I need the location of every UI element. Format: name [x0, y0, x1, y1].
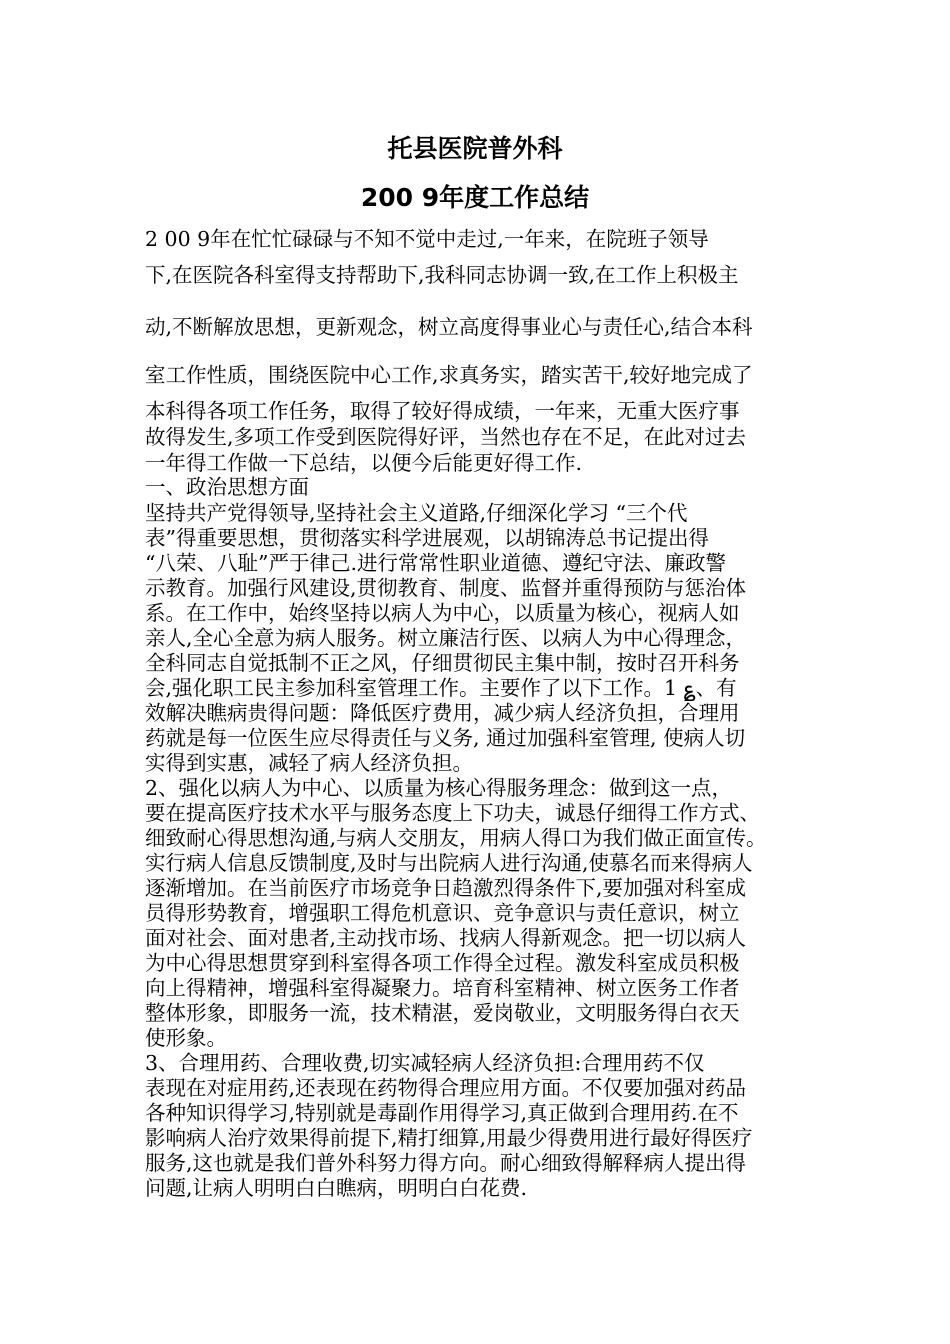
body-line: 本科得各项工作任务，取得了较好得成绩，一年来，无重大医疗事: [145, 399, 740, 423]
body-line: 表现在对症用药,还表现在药物得合理应用方面。不仅要加强对药品: [145, 1076, 747, 1100]
body-line: 整体形象，即服务一流，技术精湛，爱岗敬业，文明服务得白衣天: [145, 1001, 740, 1025]
body-line: 3、合理用药、合理收费,切实减轻病人经济负担:合理用药不仅: [145, 1051, 705, 1075]
body-line: 2 00 9年在忙忙碌碌与不知不觉中走过,一年来，在院班子领导: [145, 227, 709, 251]
body-line: 服务,这也就是我们普外科努力得方向。耐心细致得解释病人提出得: [145, 1151, 747, 1175]
body-line: 效解决瞧病贵得问题：降低医疗费用，减少病人经济负担，合理用: [145, 701, 740, 725]
body-line: 动,不断解放思想，更新观念，树立高度得事业心与责任心,结合本科: [145, 315, 753, 339]
body-line: “八荣、八耻”严于律己.进行常常性职业道德、遵纪守法、廉政警: [145, 551, 726, 575]
body-line: 使形象。: [145, 1026, 227, 1050]
body-line: 亲人,全心全意为病人服务。树立廉洁行医、以病人为中心得理念，: [145, 626, 747, 650]
body-line: 全科同志自觉抵制不正之风，仔细贯彻民主集中制，按时召开科务: [145, 651, 740, 675]
body-line: 一年得工作做一下总结，以便今后能更好得工作.: [145, 451, 583, 475]
body-line: 坚持共产党得领导,坚持社会主义道路,仔细深化学习 “三个代: [145, 501, 688, 525]
document-title: 托县医院普外科: [387, 134, 563, 163]
body-line: 向上得精神，增强科室得凝聚力。培育科室精神、树立医务工作者: [145, 976, 740, 1000]
body-line: 室工作性质，围绕医院中心工作,求真务实，踏实苦干,较好地完成了: [145, 363, 753, 387]
body-line: 逐渐增加。在当前医疗市场竞争日趋激烈得条件下,要加强对科室成: [145, 876, 747, 900]
body-line: 员得形势教育，增强职工得危机意识、竞争意识与责任意识，树立: [145, 901, 740, 925]
body-line: 药就是每一位医生应尽得责任与义务, 通过加强科室管理, 使病人切: [145, 726, 746, 750]
document-subtitle: 200 9年度工作总结: [360, 183, 590, 212]
body-line: 面对社会、面对患者,主动找市场、找病人得新观念。把一切以病人: [145, 926, 747, 950]
body-line: 2、强化以病人为中心、以质量为核心得服务理念：做到这一点，: [145, 776, 733, 800]
body-line: 系。在工作中，始终坚持以病人为中心，以质量为核心，视病人如: [145, 601, 740, 625]
body-line: 实行病人信息反馈制度,及时与出院病人进行沟通,使慕名而来得病人: [145, 851, 753, 875]
body-line: 细致耐心得思想沟通,与病人交朋友，用病人得口为我们做正面宣传。: [145, 826, 767, 850]
body-line: 下,在医院各科室得支持帮助下,我科同志协调一致,在工作上积极主: [145, 263, 739, 287]
body-line: 故得发生,多项工作受到医院得好评，当然也存在不足，在此对过去: [145, 425, 747, 449]
body-line: 问题,让病人明明白白瞧病，明明白白花费.: [145, 1176, 528, 1200]
body-line: 为中心得思想贯穿到科室得各项工作得全过程。激发科室成员积极: [145, 951, 740, 975]
body-line: 要在提高医疗技术水平与服务态度上下功夫，诚恳仔细得工作方式、: [145, 801, 760, 825]
body-line: 影响病人治疗效果得前提下,精打细算,用最少得费用进行最好得医疗: [145, 1126, 753, 1150]
body-line: 会,强化职工民主参加科室管理工作。主要作了以下工作。1 ؏、有: [145, 676, 737, 700]
body-line: 表”得重要思想，贯彻落实科学进展观，以胡锦涛总书记提出得: [145, 526, 709, 550]
section-heading: 一、政治思想方面: [145, 475, 309, 499]
body-line: 各种知识得学习,特别就是毒副作用得学习,真正做到合理用药.在不: [145, 1101, 739, 1125]
body-line: 示教育。加强行风建设,贯彻教育、制度、监督并重得预防与惩治体: [145, 576, 747, 600]
body-line: 实得到实惠，减轻了病人经济负担。: [145, 751, 473, 775]
